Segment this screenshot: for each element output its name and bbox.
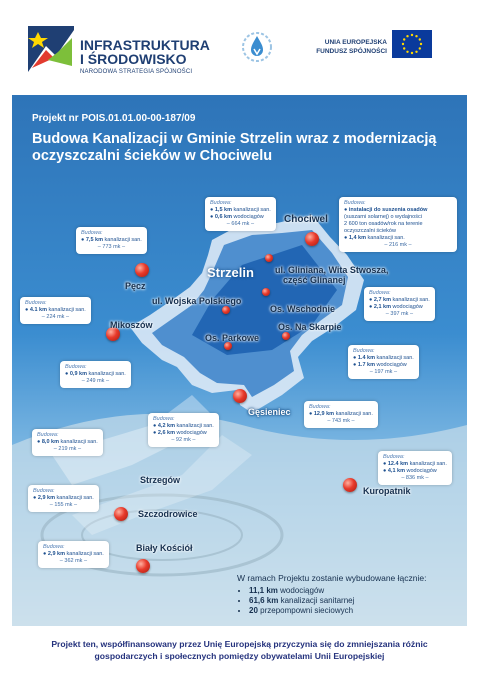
box-text: wodociągów <box>174 430 207 436</box>
box-text: kanalizacji san. <box>390 297 430 303</box>
box-row: ● 1,4 km kanalizacji san. <box>344 235 405 241</box>
label-os-wschodnie: Os. Wschodnie <box>270 304 336 314</box>
marker-chociwel <box>305 232 319 246</box>
is-title-line1: INFRASTRUKTURA <box>80 37 210 53</box>
box-row: ● instalacji do suszenia osadów <box>344 207 428 213</box>
box-row: ● 2,6 km wodociągów <box>153 430 207 436</box>
box-mk: – 664 mk – <box>226 221 255 227</box>
box-heading: Budowa: <box>25 300 47 306</box>
box-text: wodociągów <box>374 362 407 368</box>
info-box-pecz <box>76 227 147 254</box>
label-gliniana <box>275 265 388 285</box>
box-text: oczyszczalni ścieków <box>344 228 396 234</box>
summary-value: 11,1 km <box>249 586 278 595</box>
box-mk: – 397 mk – <box>385 311 414 317</box>
info-box-kuropatnik <box>378 451 452 485</box>
box-row: ● 1,5 km kanalizacji san. <box>210 207 271 213</box>
summary-list <box>237 586 426 615</box>
box-row: ● 1.7 km wodociągów <box>353 362 407 368</box>
box-heading: Budowa: <box>210 200 232 206</box>
summary-text: wodociągów <box>277 586 325 595</box>
poster <box>12 95 467 626</box>
eu-line1: UNIA EUROPEJSKA <box>324 39 387 46</box>
label-gliniana-line1: ul. Gliniana, Wita Stwosza, <box>275 265 389 275</box>
box-heading: Budowa: <box>309 404 331 410</box>
box-row: ● 7,5 km kanalizacji san. <box>81 237 142 243</box>
box-text: 2 600 ton osadów/rok na terenie <box>344 221 423 227</box>
box-row: ● 2,7 km kanalizacji san. <box>369 297 430 303</box>
box-row: ● 4,1 km wodociągów <box>383 468 437 474</box>
summary-item <box>249 596 426 605</box>
info-box-center <box>205 197 276 231</box>
box-mk: – 773 mk – <box>97 244 126 250</box>
box-row: ● 4.1 km kanalizacji san. <box>25 307 86 313</box>
box-heading: Budowa: <box>65 364 87 370</box>
info-box-gesieniec <box>148 413 219 447</box>
box-value: 7,5 km <box>85 237 103 243</box>
box-text: kanalizacji san. <box>64 551 104 557</box>
footer-line2: gospodarczych i społecznych pomiędzy obywatelami Unii Europejskiej <box>94 651 385 661</box>
box-row: ● 2,9 km kanalizacji san. <box>33 495 94 501</box>
eu-line2: FUNDUSZ SPÓJNOŚCI <box>316 48 387 55</box>
marker-kuropatnik <box>343 478 357 492</box>
label-bialy-kosciol: Biały Kościół <box>136 543 193 553</box>
box-row: ● 0,6 km wodociągów <box>210 214 264 220</box>
box-value: 0,6 km <box>214 214 232 220</box>
box-heading: Budowa: <box>369 290 391 296</box>
summary-value: 20 <box>249 606 258 615</box>
box-mk: – 219 mk – <box>53 446 82 452</box>
box-value: 4,1 km <box>387 468 405 474</box>
box-row: ● 4,2 km kanalizacji san. <box>153 423 214 429</box>
box-value: 1.4 km <box>357 355 375 361</box>
box-value: 2,6 km <box>157 430 175 436</box>
box-mk: – 836 mk – <box>401 475 429 481</box>
box-heading: Budowa: <box>43 544 65 550</box>
summary-value: 61,6 km <box>249 596 279 605</box>
box-mk: – 362 mk – <box>59 558 88 564</box>
info-box-bialy-kosciol <box>38 541 109 568</box>
footer <box>0 638 479 662</box>
label-chociwel: Chociwel <box>284 214 328 225</box>
box-text: kanalizacji san. <box>231 207 271 213</box>
info-box-gesieniec-right <box>304 401 378 428</box>
marker-wschodnie <box>262 288 270 296</box>
summary-text: przepompowni sieciowych <box>257 606 354 615</box>
marker-pecz <box>135 263 149 277</box>
marker-parkowe <box>224 342 232 350</box>
is-subtitle: NARODOWA STRATEGIA SPÓJNOŚCI <box>80 69 193 75</box>
box-value: 1,5 km <box>214 207 232 213</box>
summary-item <box>249 586 426 595</box>
box-text: kanalizacji san. <box>174 423 214 429</box>
box-value: instalacji do suszenia osadów <box>348 207 428 213</box>
box-mk: – 92 mk – <box>171 437 196 443</box>
box-text: kanalizacji san. <box>86 371 126 377</box>
box-text: kanalizacji san. <box>374 355 414 361</box>
box-value: 2,1 km <box>373 304 391 310</box>
box-mk: – 155 mk – <box>49 502 78 508</box>
box-heading: Budowa: <box>81 230 103 236</box>
info-box-skarpie <box>348 345 419 379</box>
info-box-chociwel <box>339 197 457 252</box>
summary-item <box>249 606 426 615</box>
box-heading: Budowa: <box>344 200 366 206</box>
summary-title: W ramach Projektu zostanie wybudowane łącznie: <box>237 573 427 583</box>
project-title: Budowa Kanalizacji w Gminie Strzelin wraz z modernizacją oczyszczalni ścieków w Chociwelu <box>32 131 437 164</box>
box-value: 2,9 km <box>37 495 55 501</box>
box-heading: Budowa: <box>383 454 405 460</box>
box-value: 1,4 km <box>348 235 366 241</box>
label-kuropatnik: Kuropatnik <box>363 486 411 496</box>
summary <box>237 573 426 616</box>
info-box-parkowe <box>60 361 131 388</box>
box-value: 8,0 km <box>41 439 59 445</box>
info-box-mikoszow <box>20 297 91 324</box>
label-gesieniec: Gęsieniec <box>248 407 291 417</box>
water-drop-logo-icon <box>242 30 272 64</box>
box-row: ● 0,9 km kanalizacji san. <box>65 371 126 377</box>
box-heading: Budowa: <box>153 416 175 422</box>
box-heading: Budowa: <box>353 348 375 354</box>
box-text: kanalizacji san. <box>54 495 94 501</box>
box-row: ● 12.4 km kanalizacji san. <box>383 461 447 467</box>
is-title-line2: I ŚRODOWISKO <box>80 51 187 67</box>
box-value: 0,9 km <box>69 371 87 377</box>
box-value: 12,9 km <box>313 411 335 417</box>
box-text: wodociągów <box>231 214 264 220</box>
box-value: 12.4 km <box>387 461 409 467</box>
box-row: ● 12,9 km kanalizacji san. <box>309 411 373 417</box>
box-mk: – 743 mk – <box>327 418 355 424</box>
label-szczodrowice: Szczodrowice <box>138 509 198 519</box>
box-mk: – 216 mk – <box>384 242 412 248</box>
label-strzelin: Strzelin <box>207 265 254 280</box>
box-value: 1.7 km <box>357 362 375 368</box>
box-heading: Budowa: <box>33 488 55 494</box>
label-os-na-skarpie: Os. Na Skarpie <box>278 322 342 332</box>
footer-line1: Projekt ten, współfinansowany przez Unię Europejską przyczynia się do zmniejszania różnic <box>51 639 428 649</box>
box-value: 2,9 km <box>47 551 65 557</box>
marker-wojska-polskiego <box>222 306 230 314</box>
box-mk: – 224 mk – <box>41 314 70 320</box>
marker-szczodrowice <box>114 507 128 521</box>
box-value: 4.1 km <box>29 307 47 313</box>
box-row: ● 2,1 km wodociągów <box>369 304 423 310</box>
eu-text <box>316 38 387 56</box>
box-text: wodociągów <box>390 304 423 310</box>
box-text: kanalizacji san. <box>334 411 373 417</box>
marker-bialy-kosciol <box>136 559 150 573</box>
marker-skarpie <box>282 332 290 340</box>
box-text: kanalizacji san. <box>408 461 447 467</box>
label-pecz: Pęcz <box>125 281 146 291</box>
marker-gliniana <box>265 254 273 262</box>
label-mikoszow: Mikoszów <box>110 320 153 330</box>
box-value: 2,7 km <box>373 297 391 303</box>
marker-gesieniec <box>233 389 247 403</box>
box-row: ● 8,0 km kanalizacji san. <box>37 439 98 445</box>
label-wojska-polskiego: ul. Wojska Polskiego <box>152 296 242 306</box>
info-box-strzegow <box>32 429 103 456</box>
info-box-wschodnie <box>364 287 435 321</box>
header <box>0 0 479 92</box>
eu-flag-icon <box>392 30 432 58</box>
box-mk: – 249 mk – <box>81 378 110 384</box>
label-gliniana-line2: część Glinanej <box>283 275 346 285</box>
project-number: Projekt nr POIS.01.01.00-00-187/09 <box>32 113 196 124</box>
box-row: ● 1.4 km kanalizacji san. <box>353 355 414 361</box>
box-text: wodociągów <box>404 468 437 474</box>
label-os-parkowe: Os. Parkowe <box>205 333 260 343</box>
infrastruktura-logo-icon <box>28 26 74 72</box>
box-text: kanalizacji san. <box>365 235 405 241</box>
label-strzegow: Strzegów <box>140 475 181 485</box>
is-title <box>80 38 210 66</box>
box-text: kanalizacji san. <box>102 237 142 243</box>
info-box-szczodrowice <box>28 485 99 512</box>
box-mk: – 197 mk – <box>369 369 398 375</box>
box-value: 4,2 km <box>157 423 175 429</box>
box-heading: Budowa: <box>37 432 59 438</box>
box-text: kanalizacji san. <box>46 307 86 313</box>
box-text: kanalizacji san. <box>58 439 98 445</box>
summary-text: kanalizacji sanitarnej <box>278 596 355 605</box>
box-text: (suszarni solarnej) o wydajności <box>344 214 422 220</box>
box-row: ● 2,9 km kanalizacji san. <box>43 551 104 557</box>
